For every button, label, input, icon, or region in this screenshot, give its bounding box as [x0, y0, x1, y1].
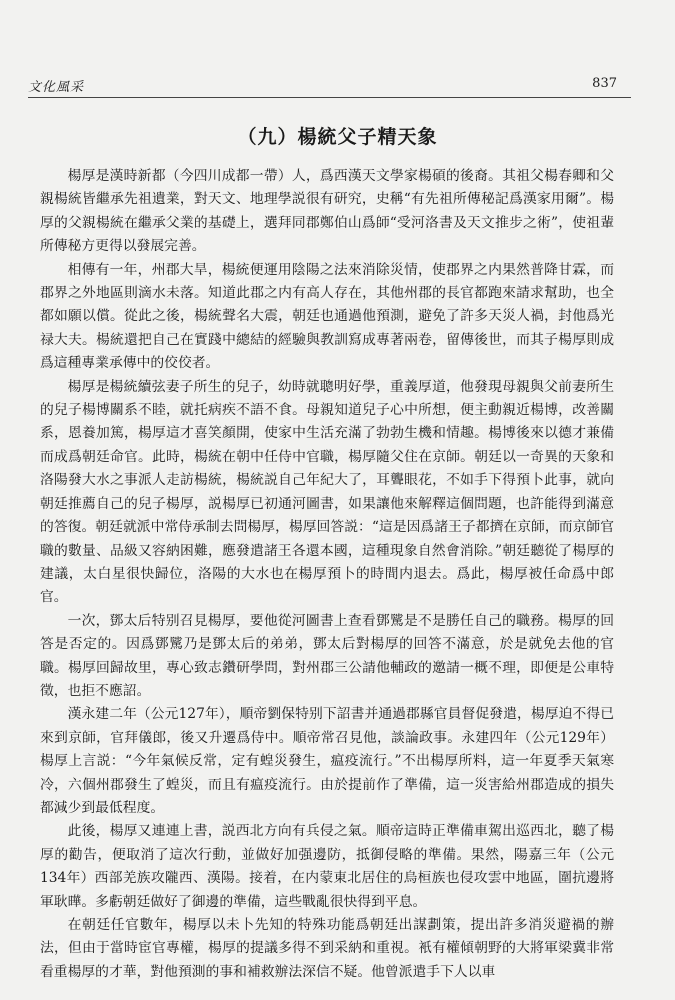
page-number: 837 — [592, 76, 617, 91]
paragraph: 漢永建二年（公元127年），順帝劉保特别下詔書并通過郡縣官員督促發遣，楊厚迫不得已來到京師，官拜儀郎，後又升遷爲侍中。順帝常召見他，談論政事。永建四年（公元129年）楊厚上言説：“今年氣候反常，定有蝗災發生，瘟疫流行。”不出楊厚所料，這一年夏季天氣寒冷，六個州郡發生了蝗災，而且有瘟疫流行。由於提前作了準備，這一災害給州郡造成的損失都減少到最低程度。 — [40, 706, 614, 816]
section-name: 文化風采 — [28, 80, 85, 95]
header-divider — [28, 97, 631, 98]
article-body — [40, 165, 614, 984]
article-title: （九）楊統父子精天象 — [237, 126, 438, 148]
paragraph: 相傳有一年，州郡大旱，楊統便運用陰陽之法來消除災情，使郡界之内果然普降甘霖，而郡界之外地區則滴水未落。知道此郡之内有高人存在，其他州郡的長官都跑來請求幫助，也全都如願以償。從此之後，楊統聲名大震，朝廷也通過他預測，避免了許多天災人禍，封他爲光禄大夫。楊統還把自己在實踐中總結的經驗與教訓寫成專著兩卷，留傳後世，而其子楊厚則成爲這種專業承傳中的佼佼者。 — [40, 261, 614, 372]
paragraph: 楊厚是楊統續弦妻子所生的兒子，幼時就聰明好學，重義厚道，他發現母親與父前妻所生的兒子楊博關系不睦，就托病疾不語不食。母親知道兒子心中所想，便主動親近楊博，改善關系，恩養加篤，楊厚這才喜笑顏開，使家中生活充滿了勃勃生機和情趣。楊博後來以德才兼備而成爲朝廷命官。此時，楊統在朝中任侍中官職，楊厚隨父住在京師。朝廷以一奇異的天象和洛陽發大水之事派人走訪楊統，楊統説自己年紀大了，耳聾眼花，不如手下得預卜此事，就向朝廷推薦自己的兒子楊厚，説楊厚已初通河圖書，如果讓他來解釋這個問題，也許能得到滿意的答復。朝廷就派中常侍承制去問楊厚，楊厚回答説：“這是因爲諸王子都擠在京師，而京師官職的數量、品級又容納困難，應發遣諸王各還本國，這種現象自然會消除。”朝廷聽從了楊厚的建議，太白星很快歸位，洛陽的大水也在楊厚預卜的時間内退去。爲此，楊厚被任命爲中郎官。 — [40, 378, 614, 606]
paragraph: 一次，鄧太后特别召見楊厚，要他從河圖書上查看鄧騭是不是勝任自己的職務。楊厚的回答是否定的。因爲鄧騭乃是鄧太后的弟弟，鄧太后對楊厚的回答不滿意，於是就免去他的官職。楊厚回歸故里，專心致志鑽研學問，對州郡三公請他輔政的邀請一概不理，即便是公車特徵，也拒不應詔。 — [40, 612, 614, 699]
paragraph: 楊厚是漢時新都（今四川成都一帶）人，爲西漢天文學家楊碩的後裔。其祖父楊春卿和父親楊統皆繼承先祖遺業，對天文、地理學説很有研究，史稱“有先祖所傳秘記爲漢家用爾”。楊厚的父親楊統在繼承父業的基礎上，選拜同郡鄭伯山爲師“受河洛書及天文推步之術”，使祖輩所傳秘方更得以發展完善。 — [40, 168, 614, 255]
paragraph: 此後，楊厚又連連上書，説西北方向有兵侵之氣。順帝這時正準備車駕出巡西北，聽了楊厚的勸告，便取消了這次行動，並做好加强邊防，抵御侵略的準備。果然，陽嘉三年（公元134年）西部羌族攻隴西、漢陽。接着，在内蒙東北居住的烏桓族也侵攻雲中地區，圍抗邊將軍耿曄。多虧朝廷做好了御邊的準備，這些戰亂很快得到平息。 — [40, 823, 614, 910]
running-header — [28, 76, 617, 98]
paragraph: 在朝廷任官數年，楊厚以未卜先知的特殊功能爲朝廷出謀劃策，提出許多消災避禍的辦法，但由于當時宦官專權，楊厚的提議多得不到采納和重視。衹有權傾朝野的大將軍梁冀非常看重楊厚的才華，對他預測的事和補救辦法深信不疑。他曾派遣手下人以車 — [40, 917, 614, 980]
